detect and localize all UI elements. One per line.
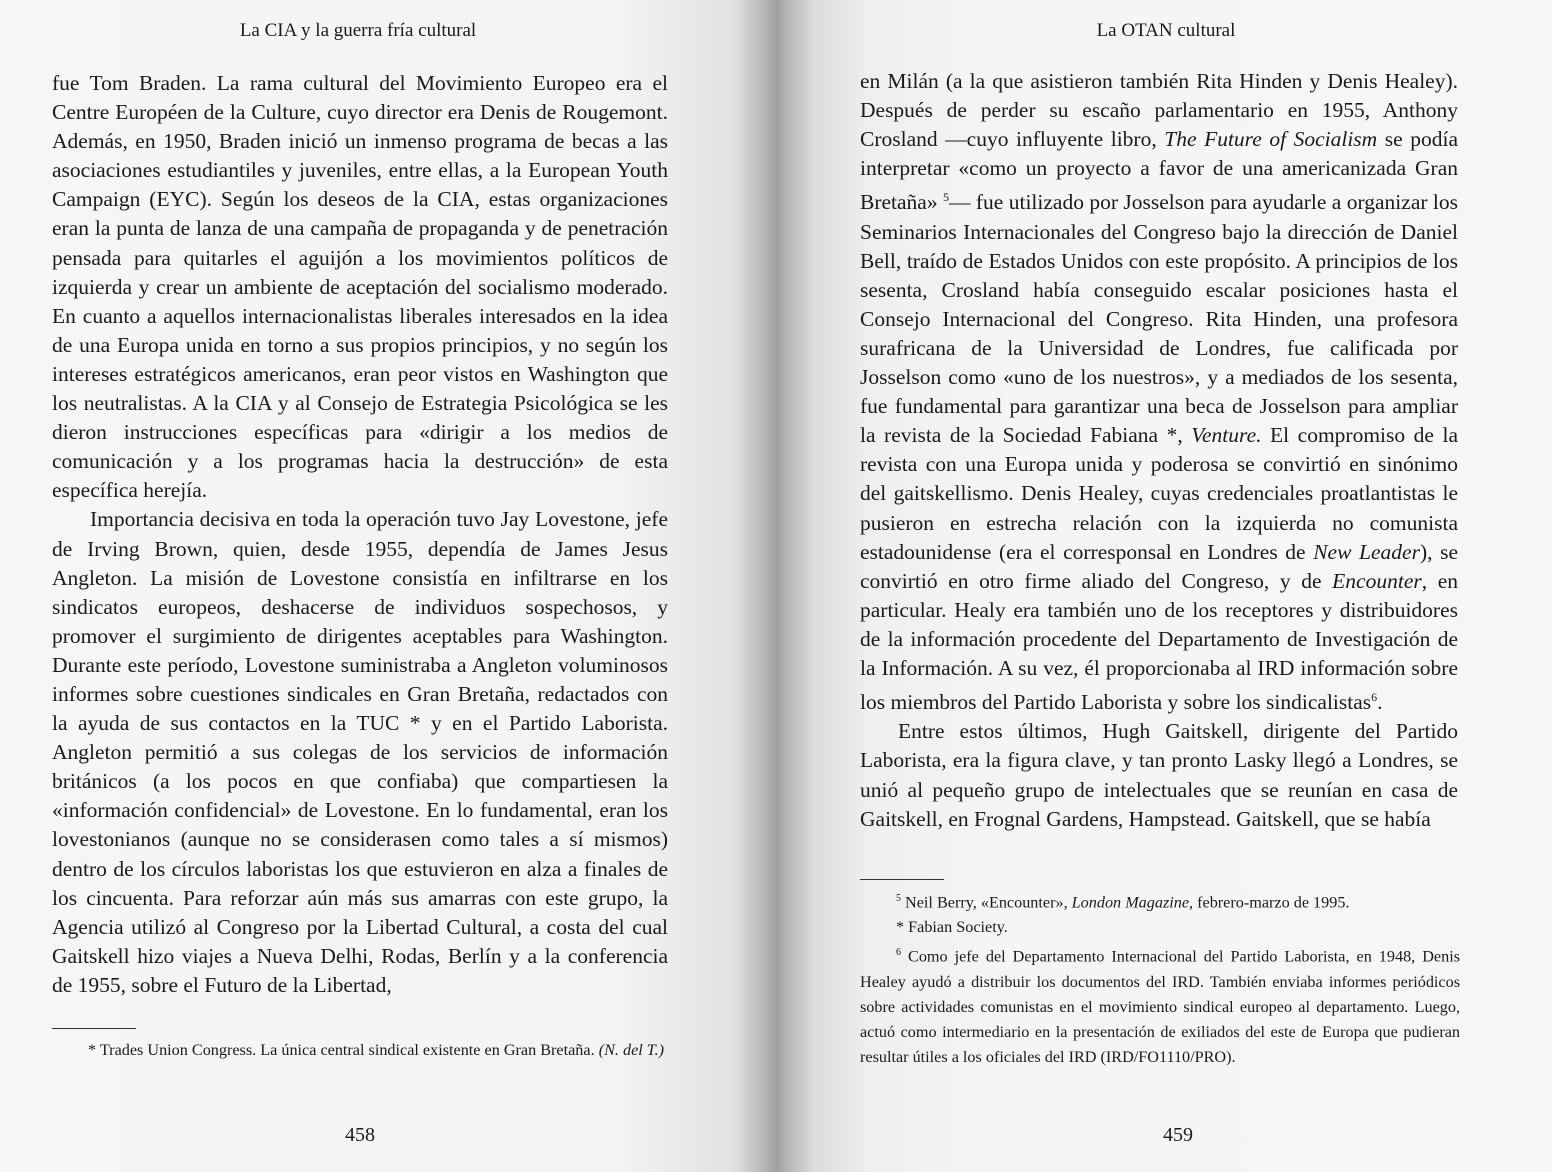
paragraph [860, 67, 1458, 717]
journal-title: New Leader [1313, 539, 1420, 564]
paragraph: Importancia decisiva en toda la operación tuvo Jay Lovestone, jefe de Irving Brown, quien, desde 1955, dependía de James Jesus Angleton. La misión de Lovestone consistía en infiltrarse en los sindicatos europeos, deshacerse de individuos sospechosos, y promover el surgimiento de dirigentes aceptables para Washington. Durante este período, Lovestone suministraba a Angleton voluminosos informes sobre cuestiones sindicales en Gran Bretaña, redactados con la ayuda de sus contactos en la TUC * y en el Partido Laborista. Angleton permitió a sus colegas de los servicios de información británicos (a los pocos en que confiaba) que compartiesen la «información confidencial» de Lovestone. En lo fundamental, eran los lovestonianos (aunque no se considerasen como tales a sí mismos) dentro de los círculos laboristas los que estuvieron en alza a finales de los cincuenta. Para reforzar aún más sus amarras con este grupo, la Agencia utilizó al Congreso por la Libertad Cultural, a costa del cual Gaitskell hizo viajes a Nueva Delhi, Rodas, Berlín y a la conferencia de 1955, sobre el Futuro de la Libertad, [52, 507, 668, 997]
footnote-6 [860, 940, 1460, 1069]
footnote-rule [52, 1028, 136, 1029]
running-head: La OTAN cultural [1096, 20, 1236, 41]
text-run: se podía interpretar «como un proyecto a favor de una americanizada Gran Bretaña» [860, 127, 1458, 215]
footnote-text: Como jefe del Departamento Internacional del Partido Laborista, en 1948, Denis Healey ayudó a distribuir los documentos del IRD. También enviaba informes periódicos sobre actividades comunistas en el movimiento sindical europeo al departamento. Luego, actuó como intermediario en la presentación de exiliados del este de Europa que pudieran resultar útiles a los oficiales del IRD (IRD/FO1110/PRO). [860, 947, 1460, 1066]
text-run: — fue utilizado por Josselson para ayudarle a organizar los Seminarios Internacionales del Congreso bajo la dirección de Daniel Bell, traído de Estados Unidos con este propósito. A principios de los sesenta, Crosland había conseguido escalar posiciones hasta el Consejo Internacional del Congreso. Rita Hinden, una profesora surafricana de la Universidad de Londres, fue calificada por Josselson como «uno de los nuestros», y a mediados de los sesenta, fue fundamental para garantizar una beca de Josselson para ampliar la revista de la Sociedad Fabiana *, [860, 190, 1458, 448]
text-run: ), se convirtió en otro firme aliado del Congreso, y de [860, 539, 1459, 593]
text-run: , en particular. Healy era también uno de los receptores y distribuidores de la información procedente del Departamento de Investigación de la Información. A su vez, él proporcionaba al IRD información sobre los miembros del Partido Laborista y sobre los sindicalistas [860, 568, 1459, 715]
journal-title: London Magazine, [1071, 893, 1194, 912]
footnote-text: Fabian Society. [908, 918, 1008, 937]
right-page [776, 0, 1552, 1172]
book-title: The Future of Socialism [1164, 127, 1378, 152]
footnotes [860, 886, 1460, 1070]
body-text [52, 69, 668, 1000]
paragraph: Entre estos últimos, Hugh Gaitskell, dirigente del Partido Laborista, era la figura clave, y tan pronto Lasky llegó a Londres, se unió al pequeño grupo de intelectuales que se reunían en casa de Gaitskell, en Frognal Gardens, Hampstead. Gaitskell, que se había [860, 719, 1458, 831]
footnote-marker: 5 [896, 893, 901, 904]
footnote-ref: 5 [943, 190, 949, 205]
running-head: La CIA y la guerra fría cultural [239, 20, 477, 41]
footnote-5 [860, 886, 1460, 915]
page-number: 459 [1163, 1124, 1193, 1146]
journal-title: Venture. [1191, 423, 1262, 448]
translator-note: (N. del T.) [598, 1041, 665, 1059]
footnote-text: Trades Union Congress. La única central sindical existente en Gran Bretaña. [99, 1041, 595, 1059]
paragraph: fue Tom Braden. La rama cultural del Movimiento Europeo era el Centre Européen de la Culture, cuyo director era Denis de Rougemont. Además, en 1950, Braden inició un inmenso programa de becas a las asociaciones estudiantiles y juveniles, entre ellas, a la European Youth Campaign (EYC). Según los deseos de la CIA, estas organizaciones eran la punta de lanza de una campaña de propaganda y de penetración pensada para quitarles el aguijón a los movimientos políticos de izquierda y crear un ambiente de aceptación del socialismo moderado. En cuanto a aquellos internacionalistas liberales interesados en la idea de una Europa unida en torno a sus propios principios, y no según los intereses estratégicos americanos, eran peor vistos en Washington que los neutralistas. A la CIA y al Consejo de Estrategia Psicológica se les dieron instrucciones específicas para «dirigir a los medios de comunicación y a los programas hacia la destrucción» de esta específica herejía. [52, 71, 668, 503]
text-run: en Milán (a la que asistieron también Rita Hinden y Denis Healey). Después de perder su escaño parlamentario en 1955, Anthony Crosland —cuyo influyente libro, [860, 69, 1458, 152]
footnote-star [860, 915, 1460, 940]
footnote-tuc [52, 1038, 668, 1063]
footnote-text: Neil Berry, «Encounter», [905, 893, 1072, 912]
footnote-marker: * [88, 1041, 97, 1059]
page-number: 458 [345, 1124, 375, 1146]
journal-title: Encounter [1332, 568, 1422, 593]
text-run: . [1377, 690, 1383, 715]
footnote-marker: 6 [896, 947, 901, 959]
footnote-marker: * [896, 918, 905, 937]
text-run: El compromiso de la revista con una Europa unida y poderosa se convirtió en sinónimo del gaitskellismo. Denis Healey, cuyas credenciales proatlantistas le pusieron en estrecha relación con la izquierda no comunista estadounidense (era el corresponsal en Londres de [860, 423, 1458, 564]
footnote-rule [860, 879, 944, 880]
footnote-ref: 6 [1371, 690, 1378, 705]
body-text [860, 67, 1458, 834]
footnote-text: febrero-marzo de 1995. [1193, 893, 1350, 912]
footnotes [52, 1038, 668, 1063]
